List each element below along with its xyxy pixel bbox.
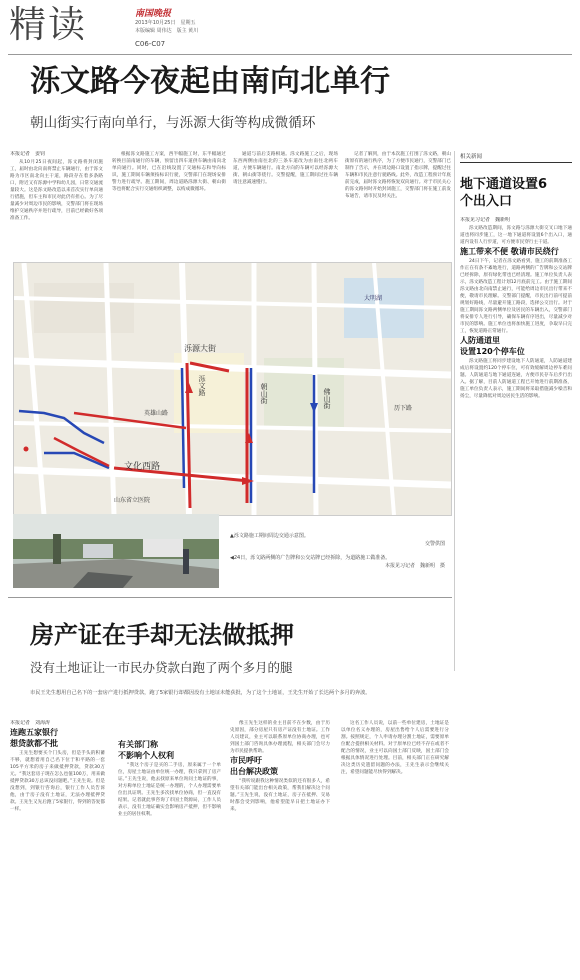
article2-col3 [230,720,330,975]
paper-logo: 南国晚报 [135,9,172,19]
article2-sub6: 出台解决政策 [230,767,278,776]
article2-col2 [118,740,221,975]
article2-byline: 本报记者 刘海涛 [10,720,51,726]
sidebar-tag [460,153,572,163]
article2-lead: 市民王先生想用自己名下的一套房产进行抵押贷款，跑了5家银行却都因没有土地证未能获批，为了这个土地证，王先生开始了长达两个多月的奔波。 [30,690,371,696]
photo-graphic [13,514,219,588]
sidebar-subhead2b: 设置120个停车位 [460,347,525,356]
sidebar-body [460,217,572,977]
page-number: C06-C07 [135,40,166,48]
article1-col2 [112,151,226,253]
article1-col4 [345,151,451,253]
article2-rule [8,597,452,598]
article1-col1 [10,151,103,253]
sidebar-byline: 本报见习记者 魏新明 [460,217,511,223]
map-label-yingxiongshan: 英雄山路 [144,410,169,417]
map-label-chaoshan: 朝山街 [260,383,268,404]
article2-col2-text: “我这个房子是买的二手房，原来属于一个单位，房屋土地证由单位统一办理，我只拿到了房产证。”王先生说，他去找原来单位询问土地证的事，对方称单位土地证是统一办理的，个人办理需要单位出具证明。王先生多次找单位协商，但一直没有结果。记者就此事咨询了市国土资源局，工作人员表示，没有土地证确实会影响房产抵押，但不影响业主的居住权利。 [118,763,221,817]
map-caption-text: ▲泺文路施工期间周边交通示意图。 [230,533,309,539]
article2-col4-text: 这名工作人员说，以前一些单位建房，土地证是以单位名义办理的，房屋出售给个人后需要进行分割。按照规定，个人申请办理分割土地证，需要原单位配合提供相关材料。对于原单位已经不存在或者不配合的情况，业主可以向国土部门反映，国土部门会根据具体情况进行处理。目前，相关部门正在研究解决这类历史遗留问题的办法，王先生表示会继续关注，希望问题能尽快得到解决。 [341,721,449,775]
article2-sub5: 市民呼吁 [230,756,262,765]
article1-col3-text: 通道与前后支路相通。泺文路施工之后，现场东西两侧由南往北的三条车道改为由南往北两车道，方便车辆通行。南北方向的车辆可以经泺源大街、朝山街等绕行。交警提醒，施工期间过往车辆请注意减速慢行。 [233,152,338,185]
article1-col3 [233,151,338,253]
article1-col4-text: 记者了解到，由于本次施工打围了泺文路，朝山街原有的通行秩序，为了方便市民通行，交警部门已制作了告示，并在周边路口设置了指示牌，提醒过往车辆和市民注意行驶路线。此外，改造工程预计年底前完成，届时泺文路将恢复双向通行。对于市民关心的泺文路何时开始封闭施工，交警部门将在施工前发布通告，请市民及时关注。 [345,152,451,199]
traffic-map [13,262,452,516]
street-photo [13,514,219,588]
article2-col4 [341,720,449,975]
article2-col3-text: 像王先生这样的业主目前不在少数，由于历史原因，部分房屋只有房产证没有土地证。工作人员建议，业主可以联系原单位协商办理，也可到国土部门咨询具体办理流程，相关部门会尽力为市民提供帮助。 [230,721,330,754]
article2-col3b-text: “我听说跟我这种情况类似的还有很多人，希望有关部门能出台相关政策，帮我们解决这个问题。”王先生说，没有土地证，房子在抵押、交易时都会受到影响，他希望能早日把土地证办下来。 [230,779,330,812]
article1-headline: 泺文路今夜起由南向北单行 [30,64,390,99]
sidebar-subhead2: 人防通道里 [460,336,500,345]
article2-sub2: 想贷款都不批 [10,739,58,748]
issue-date: 2013年10月25日 星期五 [135,20,196,26]
article2-sub1: 连跑五家银行 [10,728,58,737]
article2-sub3: 有关部门称 [118,740,158,749]
article2-sub4: 不影响个人权利 [118,751,174,760]
article1-col2-text: 根据泺文路施工方案，西半幅施工时，东半幅通过转换目前南通行的车辆，预留出四车道供车辆由南向北单向通行。同时，已在沿线设置了交通标志和导向标识，施工期间车辆须按标识行驶，交警部门在现场安排警力进行疏导。施工期间，周边道路泺源大街、朝山街等也将配合实行交通组织调整，以构成微循环。 [112,152,226,192]
section-title: 精读 [9,3,87,46]
map-label-hospital: 山东省立医院 [114,497,151,504]
map-label-daming-lake: 大明湖 [364,295,383,302]
map-graphic [14,263,451,515]
map-label-lixia: 历下路 [394,405,413,412]
article2-col1 [10,720,105,975]
sidebar-subhead1: 施工带来不便 敬请市民绕行 [460,247,559,256]
article2-subhead: 没有土地证让一市民办贷款白跑了两个多月的腿 [30,660,293,675]
sidebar-body3: 泺文路施工将同步建设地下人防通道，人防通道建成后将设置约120个停车位，可有效缓解周边停车难问题。人防通道与地下通道连通，方便市民存车后步行出入。据了解，目前人防通道工程已开始进行前期准备，施工单位负责人表示，施工期间将采取措施减少噪音和扬尘，尽量降低对周边居民生活的影响。 [460,359,572,399]
sidebar-body1: 泺文路改造期间，泺文路与泺源大街交叉口地下通道也将同步施工，这一地下通道将设置6个出入口，通道内设有人行步道，可方便市民穿行主干道。 [460,226,572,245]
article1-byline: 本报记者 姜钊 [10,151,46,157]
map-label-luoyuan: 泺源大街 [184,344,216,353]
article1-subhead: 朝山街实行南向单行，与泺源大街等构成微循环 [30,115,316,131]
editors: 本版编辑 周伟达 版主 黄川 [135,28,199,34]
header-rule [8,54,572,55]
map-label-wenhua: 文化西路 [124,462,161,472]
map-label-luowen: 泺文路 [198,375,206,396]
article2-headline: 房产证在手却无法做抵押 [30,620,294,649]
sidebar-body2: 24日下午，记者在泺文路看到，施工的前期准备工作正在有条不紊地进行，道路两侧的广告牌和公交站牌已经拆除，原有绿化带也已经清理。施工单位负责人表示，泺文路改造工程计划12月底前完工。由于施工期间泺文路由北向南禁止通行，可能给周边市民出行带来不便，敬请市民理解。交警部门提醒，市民出行前可提前规划好路线，尽量避开施工路段，选择公交出行。对于施工期间泺文路两侧单位及居民的车辆出入，交警部门将安排专人进行引导，确保车辆有序进出，尽量减少对市民的影响。施工单位也将加快施工进度，争取早日完工，恢复道路正常通行。 [460,259,572,334]
sidebar-tag-text: 相关新闻 [460,154,483,160]
map-caption [230,532,445,570]
map-caption-credit: 交警供图 [424,541,445,547]
article2-col1-text: 王先生想要买个门头房，但是手头的积蓄不够，就想着用自己名下位于和平路的一套105平方米的房子来做抵押贷款，贷款30万元。“我这套房子现在怎么也值100万，用来做抵押贷款30万总该没问题吧。”王先生说。但是没想到，到银行咨询后，银行工作人员告诉他，由于房子没有土地证，无法办理抵押贷款。王先生又先后跑了5家银行，得到的答复都一样。 [10,751,105,812]
photo-caption-credit: 本报见习记者 魏新明 摄 [384,563,445,569]
article1-col1-text: 从10月25日夜间起，泺文路将封闭施工，届时由北向南将禁止车辆通行，由于泺文路为市区南北向主干道，路段存在着多条路口，附近又有泺源中学和幼儿园，日常交通流量较大。这是泺文路改造以来首次实行单向通行措施，但车主和市民对此仍有担心。为了尽量减少对周边市民的影响，交警部门将在现场维护交通秩序并进行疏导，目前已经做好各项准备工作。 [10,160,103,221]
map-label-foshan: 佛山街 [323,388,331,409]
sidebar-headline: 地下通道设置6个出入口 [460,177,548,209]
column-divider [454,151,455,671]
photo-caption-text: ◀24日，泺文路两侧的广告牌和公交站牌已经拆除，为道路施工做准备。 [230,555,391,561]
